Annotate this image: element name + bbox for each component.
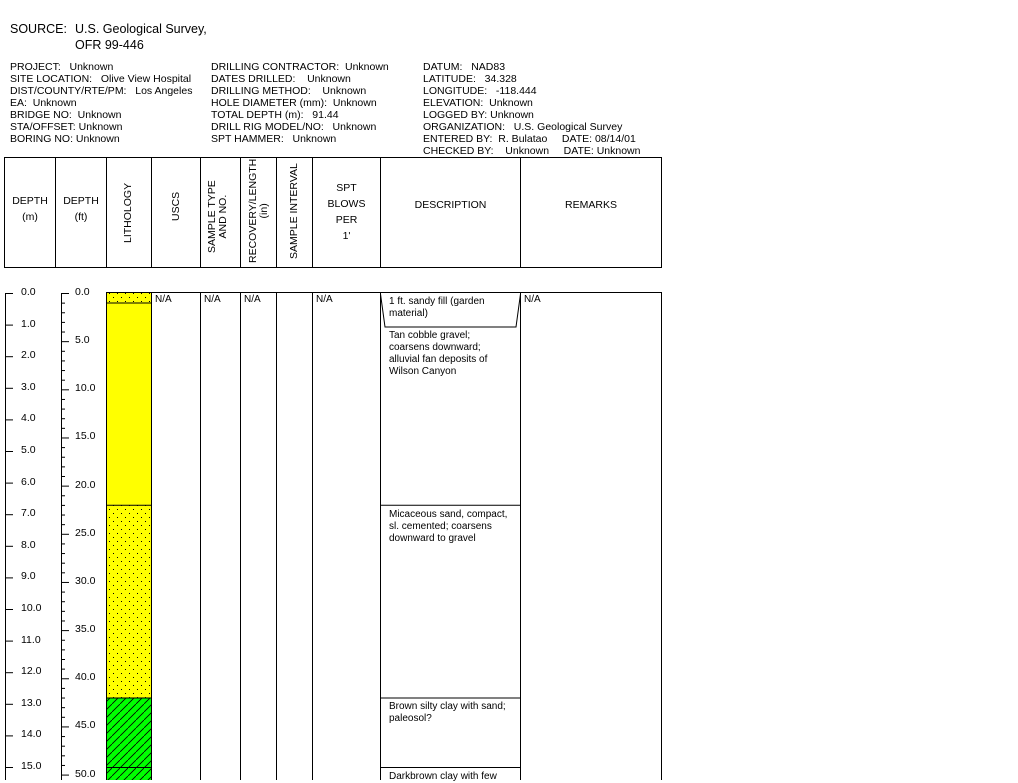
lithology-layer-gravel xyxy=(107,302,151,504)
depth-ft-tick-label: 0.0 xyxy=(75,286,90,298)
layer-description: Darkbrown clay with few xyxy=(389,771,497,782)
location-info-line: ENTERED BY: R. Bulatao DATE: 08/14/01 xyxy=(423,133,636,145)
uscs-value: N/A xyxy=(155,294,172,305)
project-info-line: SITE LOCATION: Olive View Hospital xyxy=(10,73,192,85)
depth-ft-tick-label: 45.0 xyxy=(75,719,96,732)
depth-ft-tick-label: 40.0 xyxy=(75,671,96,684)
layer-description: Brown silty clay with sand; paleosol? xyxy=(389,701,506,725)
depth-m-tick-label: 15.0 xyxy=(21,760,42,772)
depth-m-tick-label: 3.0 xyxy=(21,380,36,393)
depth-ft-tick-label: 30.0 xyxy=(75,574,96,587)
drilling-info-line: TOTAL DEPTH (m): 91.44 xyxy=(211,109,339,121)
depth-m-tick-label: 4.0 xyxy=(21,412,36,425)
recovery-value: N/A xyxy=(244,294,261,305)
header-depth-ft-line2: (ft) xyxy=(74,211,88,223)
drilling-info-line: DRILLING METHOD: Unknown xyxy=(211,85,367,97)
header-depth-m-line2: (m) xyxy=(22,211,38,223)
header-sample-type: SAMPLE TYPE AND NO. xyxy=(206,180,229,253)
depth-m-tick-label: 0.0 xyxy=(21,286,36,298)
depth-m-tick-label: 9.0 xyxy=(21,570,36,583)
depth-ft-tick-label: 50.0 xyxy=(75,767,96,780)
project-info-line: BORING NO: Unknown xyxy=(10,133,120,145)
source-label: SOURCE: xyxy=(10,22,67,36)
location-info-line: ORGANIZATION: U.S. Geological Survey xyxy=(423,121,623,133)
lithology-layer-clay-hatch xyxy=(107,697,151,767)
header-depth-ft-line1: DEPTH xyxy=(63,195,99,207)
depth-ft-tick-label: 25.0 xyxy=(75,526,96,539)
depth-m-tick-label: 11.0 xyxy=(21,633,41,646)
depth-ft-tick-label: 35.0 xyxy=(75,623,96,636)
lithology-layer-clay-hatch xyxy=(107,767,151,780)
location-info-line: LONGITUDE: -118.444 xyxy=(423,85,537,97)
project-info-line: DIST/COUNTY/RTE/PM: Los Angeles xyxy=(10,85,193,97)
lithology-layer-sand-dots xyxy=(107,505,151,698)
location-info-line: LATITUDE: 34.328 xyxy=(423,73,517,85)
depth-m-tick-label: 5.0 xyxy=(21,444,36,456)
depth-ft-tick-label: 20.0 xyxy=(75,478,96,491)
depth-m-tick-label: 7.0 xyxy=(21,507,36,520)
depth-ft-tick-label: 5.0 xyxy=(75,334,90,347)
depth-m-tick-label: 12.0 xyxy=(21,665,42,678)
project-info-line: PROJECT: Unknown xyxy=(10,61,114,73)
drilling-info-line: HOLE DIAMETER (mm): Unknown xyxy=(211,97,377,109)
header-recovery: RECOVERY/LENGTH (in) xyxy=(247,158,270,263)
header-spt: SPT BLOWS PER 1' xyxy=(327,182,366,242)
depth-m-tick-label: 10.0 xyxy=(21,602,42,614)
depth-m-tick-label: 6.0 xyxy=(21,475,36,488)
remarks-value: N/A xyxy=(524,294,541,305)
layer-description: Micaceous sand, compact, sl. cemented; coarsens downward to gravel xyxy=(389,508,508,544)
depth-m-tick-label: 13.0 xyxy=(21,696,42,709)
source-line-1: U.S. Geological Survey, xyxy=(75,22,207,36)
lithology-layer-sand-fill xyxy=(107,293,151,302)
depth-m-tick-label: 14.0 xyxy=(21,728,42,741)
header-uscs: USCS xyxy=(170,191,182,221)
depth-m-tick-label: 8.0 xyxy=(21,538,36,551)
drilling-info-line: DRILL RIG MODEL/NO: Unknown xyxy=(211,121,377,133)
header-description: DESCRIPTION xyxy=(414,199,487,211)
sample-type-value: N/A xyxy=(204,294,221,305)
spt-value: N/A xyxy=(316,294,333,305)
drilling-info-line: DRILLING CONTRACTOR: Unknown xyxy=(211,61,389,73)
header-lithology: LITHOLOGY xyxy=(122,182,134,243)
depth-ft-tick-label: 15.0 xyxy=(75,430,96,443)
header-depth-m-line1: DEPTH xyxy=(12,195,48,207)
depth-ft-tick-label: 10.0 xyxy=(75,382,96,395)
depth-m-tick-label: 2.0 xyxy=(21,349,36,362)
project-info-line: STA/OFFSET: Unknown xyxy=(10,121,123,133)
source-line-2: OFR 99-446 xyxy=(75,38,144,52)
layer-description: 1 ft. sandy fill (garden material) xyxy=(389,296,485,319)
project-info-line: BRIDGE NO: Unknown xyxy=(10,109,122,121)
header-sample-interval: SAMPLE INTERVAL xyxy=(288,163,300,259)
header-remarks: REMARKS xyxy=(565,199,617,211)
location-info-line: ELEVATION: Unknown xyxy=(423,97,533,109)
location-info-line: CHECKED BY: Unknown DATE: Unknown xyxy=(423,145,641,157)
depth-m-tick-label: 1.0 xyxy=(21,317,36,330)
drilling-info-line: DATES DRILLED: Unknown xyxy=(211,73,351,85)
drilling-info-line: SPT HAMMER: Unknown xyxy=(211,133,337,145)
location-info-line: LOGGED BY: Unknown xyxy=(423,109,534,121)
layer-description: Tan cobble gravel; coarsens downward; alluvial fan deposits of Wilson Canyon xyxy=(389,330,488,377)
location-info-line: DATUM: NAD83 xyxy=(423,61,506,73)
project-info-line: EA: Unknown xyxy=(10,97,77,109)
